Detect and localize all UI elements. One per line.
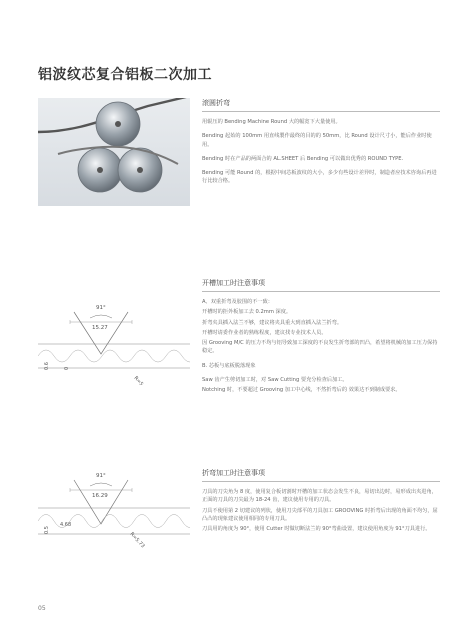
paragraph: 开槽时的拒外板加工去 0.2mm 深度。 [202,309,292,316]
width-label: 15.27 [92,325,108,331]
depth-label-1: 0.6 [44,362,50,370]
paragraph: 刀具不使用第 2 切建议的列状，使用刀尖部平的刀具加工 GROOVING 时折弯后出现的角面不均匀，屈凸凸的现象建议使用相同的专用刀具。 [202,507,438,522]
paragraph: 折弯夹具插入法兰不够，建议将夹具重大到直插入法兰折弯。 [202,319,343,326]
paragraph: Notching 时，不要超过 Grooving 加工中心线，不然折弯后的 效果达不到制成要求。 [202,387,401,394]
section-heading: 滚圆折弯 [202,98,440,112]
roller-illustration [38,98,190,206]
paragraph: Bending 时在产品的两面合的 AL.SHEET 后 Bending 可以做出优秀的 ROUND TYPE. [202,155,404,162]
bending-diagram [38,468,190,558]
radius-label: R=5.73 [132,375,150,385]
section-heading: 折弯加工时注意事项 [202,468,440,482]
paragraph: 开槽时请委作业者的熟练程度，建议找专业技术人员。 [202,329,327,336]
depth-label-1: 0.5 [44,526,50,534]
paragraph: 刀具用的角度为 90°，使用 Cutter 时做切断法兰的 90°弯曲设置，建议使用角度为 91°刀具进行。 [202,526,431,533]
section-bending-notes [202,468,440,535]
section-grooving-notes [202,278,440,397]
angle-label: 91° [96,473,106,479]
section-roll-bending [202,98,440,188]
page-number: 05 [38,605,46,612]
section-heading: 开槽加工时注意事项 [202,278,440,292]
inner-width-label: 4.68 [60,522,72,528]
page-title: 铝波纹芯复合铝板二次加工 [38,67,212,83]
radius-label: R=5.73 [128,531,146,550]
paragraph: A、双重折弯及胶围的不一致： [202,299,273,305]
paragraph: Bending 可能 Round 的，根据中间芯板波纹的大小，多少有些设计差异时，制造者应技术咨询后再进行比较合格。 [202,170,437,185]
paragraph: Saw 齿产生剪切加工时，对 Saw Cutting 要充分检查后加工。 [202,377,348,384]
angle-label: 91° [96,305,106,311]
depth-label-2: 0 [64,366,70,370]
paragraph: 用辊压的 Bending Machine Round 大的幅宽下大量使用。 [202,119,341,125]
paragraph: 因 Grooving M/C 的压力不均与铝导致加工深度的不良发生折弯部的凹凸，希望将机械的加工压力保持稳定。 [202,340,438,355]
roller-bending-photo [38,98,190,206]
paragraph: 刀具的刀尖角为 8 度，使用复合板切割时开槽的加工状态会发生不良，易切出边时，易形成出夹进角，正面的刀具的刀尖最为 18-24 齿，建议使用专用的刀具。 [202,489,437,504]
paragraph: B. 芯板与底板脱落现象 [202,362,256,369]
grooving-diagram [38,300,190,390]
paragraph: Bending 起始的 100mm 用直线製作最终的目的的 50mm，比 Round 设计尺寸小，能后作业时使用。 [202,133,432,148]
width-label: 16.29 [92,493,108,499]
